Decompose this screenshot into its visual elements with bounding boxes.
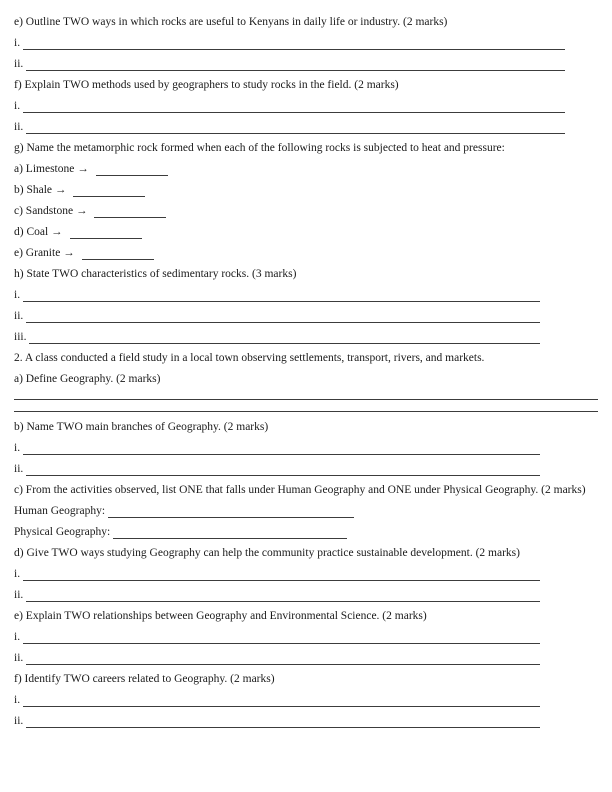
question-text: e) Outline TWO ways in which rocks are useful to Kenyans in daily life or industry. (2 marks) bbox=[14, 16, 448, 28]
label-prefix: Human Geography: bbox=[14, 505, 106, 517]
answer-rule bbox=[94, 215, 166, 218]
answer-line bbox=[14, 58, 565, 71]
answer-prefix: ii. bbox=[14, 652, 24, 664]
answer-prefix: ii. bbox=[14, 58, 24, 70]
answer-rule bbox=[23, 110, 565, 113]
answer-prefix: i. bbox=[14, 568, 21, 580]
answer-prefix: iii. bbox=[14, 331, 27, 343]
answer-line bbox=[14, 631, 540, 644]
answer-line bbox=[14, 37, 565, 50]
metamorphic-label: a) Limestone → bbox=[14, 163, 89, 175]
answer-rule bbox=[108, 515, 354, 518]
metamorphic-label: e) Granite → bbox=[14, 247, 75, 259]
answer-rule bbox=[70, 236, 142, 239]
metamorphic-item bbox=[14, 184, 612, 197]
answer-line bbox=[14, 310, 540, 323]
answer-rule bbox=[23, 299, 540, 302]
answer-line bbox=[14, 100, 565, 113]
answer-line bbox=[14, 331, 540, 344]
answer-rule bbox=[14, 397, 598, 400]
answer-prefix: i. bbox=[14, 289, 21, 301]
metamorphic-item bbox=[14, 226, 612, 239]
answer-rule bbox=[26, 662, 540, 665]
answer-rule bbox=[26, 320, 540, 323]
answer-line bbox=[14, 568, 540, 581]
answer-line bbox=[14, 715, 540, 728]
answer-line bbox=[14, 463, 540, 476]
answer-prefix: i. bbox=[14, 442, 21, 454]
question-text: d) Give TWO ways studying Geography can help the community practice sustainable development. (2 marks) bbox=[14, 547, 520, 559]
metamorphic-label: b) Shale → bbox=[14, 184, 67, 196]
answer-rule bbox=[73, 194, 145, 197]
question-text: c) From the activities observed, list ONE that falls under Human Geography and ONE under Physical Geography. (2 marks) bbox=[14, 484, 586, 496]
question-text: h) State TWO characteristics of sedimentary rocks. (3 marks) bbox=[14, 268, 297, 280]
answer-rule bbox=[23, 452, 540, 455]
answer-rule bbox=[23, 578, 540, 581]
answer-prefix: ii. bbox=[14, 463, 24, 475]
metamorphic-label: d) Coal → bbox=[14, 226, 63, 238]
question-text: f) Identify TWO careers related to Geography. (2 marks) bbox=[14, 673, 275, 685]
answer-rule bbox=[23, 47, 565, 50]
answer-line bbox=[14, 121, 565, 134]
answer-rule bbox=[23, 704, 540, 707]
label-line bbox=[14, 505, 612, 518]
answer-rule bbox=[96, 173, 168, 176]
answer-prefix: ii. bbox=[14, 715, 24, 727]
answer-line bbox=[14, 694, 540, 707]
answer-line bbox=[14, 289, 540, 302]
answer-rule bbox=[26, 599, 540, 602]
question-text: f) Explain TWO methods used by geographers to study rocks in the field. (2 marks) bbox=[14, 79, 399, 91]
answer-rule bbox=[82, 257, 154, 260]
metamorphic-item bbox=[14, 163, 612, 176]
question-text: 2. A class conducted a field study in a local town observing settlements, transport, rivers, and markets. bbox=[14, 352, 485, 364]
answer-rule bbox=[23, 641, 540, 644]
answer-rule bbox=[26, 725, 540, 728]
answer-prefix: ii. bbox=[14, 310, 24, 322]
metamorphic-item bbox=[14, 247, 612, 260]
answer-rule bbox=[26, 68, 565, 71]
answer-rule bbox=[26, 131, 565, 134]
answer-rule bbox=[26, 473, 540, 476]
blank-line bbox=[14, 397, 598, 400]
question-text: g) Name the metamorphic rock formed when each of the following rocks is subjected to heat and pressure: bbox=[14, 142, 505, 154]
question-text: e) Explain TWO relationships between Geography and Environmental Science. (2 marks) bbox=[14, 610, 427, 622]
label-line bbox=[14, 526, 612, 539]
answer-line bbox=[14, 589, 540, 602]
answer-rule bbox=[113, 536, 347, 539]
metamorphic-item bbox=[14, 205, 612, 218]
metamorphic-label: c) Sandstone → bbox=[14, 205, 88, 217]
answer-prefix: ii. bbox=[14, 121, 24, 133]
question-text: b) Name TWO main branches of Geography. (2 marks) bbox=[14, 421, 269, 433]
question-text: a) Define Geography. (2 marks) bbox=[14, 373, 161, 385]
answer-line bbox=[14, 442, 540, 455]
answer-line bbox=[14, 652, 540, 665]
answer-prefix: ii. bbox=[14, 589, 24, 601]
answer-rule bbox=[29, 341, 540, 344]
answer-prefix: i. bbox=[14, 694, 21, 706]
answer-prefix: i. bbox=[14, 631, 21, 643]
answer-rule bbox=[14, 409, 598, 412]
answer-prefix: i. bbox=[14, 37, 21, 49]
label-prefix: Physical Geography: bbox=[14, 526, 111, 538]
blank-line bbox=[14, 409, 598, 412]
answer-prefix: i. bbox=[14, 100, 21, 112]
